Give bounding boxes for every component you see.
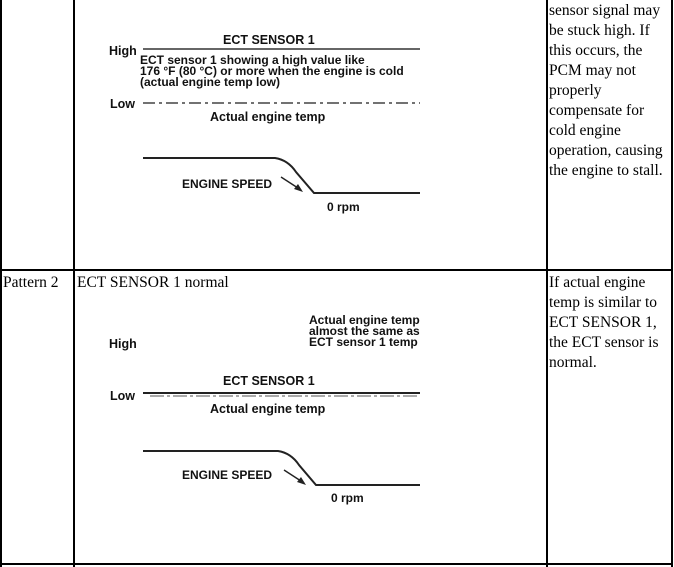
row1-actual-temp-label: Actual engine temp	[210, 110, 326, 124]
row2-ect-label: ECT SENSOR 1	[223, 374, 315, 388]
row2-note-line: ECT sensor 1 temp	[309, 335, 418, 349]
row2-low-label: Low	[110, 389, 135, 403]
row1-high-label: High	[109, 44, 137, 58]
row2-engine-speed-label: ENGINE SPEED	[182, 468, 273, 482]
row2-note	[309, 315, 420, 348]
row2-rpm-label: 0 rpm	[331, 491, 364, 505]
row1-desc-line: PCM may not	[549, 62, 636, 79]
row2-title: ECT SENSOR 1 normal	[77, 274, 229, 291]
row1-desc-line: the engine to stall.	[549, 162, 663, 179]
row1-ect-label: ECT SENSOR 1	[223, 33, 315, 47]
row1-rpm-label: 0 rpm	[327, 200, 360, 214]
row1-desc-line: operation, causing	[549, 142, 663, 159]
row2-arrow-head	[297, 477, 306, 485]
row1-desc-line: this occurs, the	[549, 42, 643, 59]
row2-desc-line: ECT SENSOR 1,	[549, 314, 657, 331]
row2-pattern-label: Pattern 2	[3, 274, 59, 291]
row1-note-line: (actual engine temp low)	[140, 75, 281, 89]
row1-description	[549, 1, 673, 181]
row1-desc-line: be stuck high. If	[549, 22, 650, 39]
row2-high-label: High	[109, 337, 137, 351]
row2-actual-temp-label: Actual engine temp	[210, 402, 326, 416]
row1-engine-speed-label: ENGINE SPEED	[182, 177, 273, 191]
row1-note	[140, 55, 404, 88]
row2-note-line: Actual engine temp	[309, 313, 420, 327]
row1-low-label: Low	[110, 97, 135, 111]
row1-desc-line: properly	[549, 82, 602, 99]
row2-desc-line: the ECT sensor is	[549, 334, 659, 351]
row1-desc-line: cold engine	[549, 122, 621, 139]
row2-description	[549, 273, 673, 373]
row1-desc-line: sensor signal may	[549, 2, 661, 19]
row1-arrow-head	[294, 184, 303, 192]
row1-note-line: ECT sensor 1 showing a high value like	[140, 53, 365, 67]
row2-desc-line: normal.	[549, 354, 597, 371]
row2-note-line: almost the same as	[309, 324, 420, 338]
row2-desc-line: If actual engine	[549, 274, 646, 291]
row2-desc-line: temp is similar to	[549, 294, 658, 311]
row1-desc-line: compensate for	[549, 102, 645, 119]
row1-note-line: 176 °F (80 °C) or more when the engine is cold	[140, 64, 404, 78]
